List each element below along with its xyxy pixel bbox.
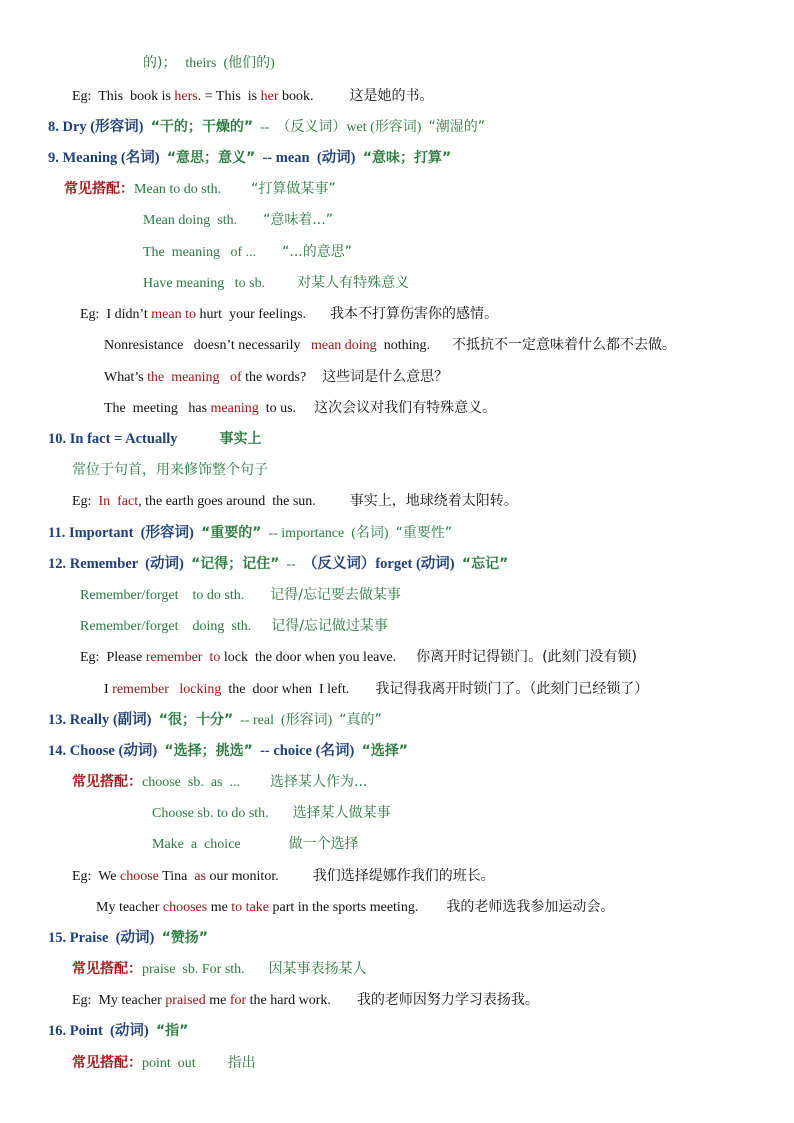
text-line (0, 52, 794, 74)
text-segment: -- (279, 557, 303, 572)
text-segment: to take (231, 900, 270, 915)
text-segment: 10. In fact = Actually (48, 431, 178, 447)
text-segment: 指出 (227, 1055, 256, 1071)
text-segment: 因某事表扬某人 (268, 961, 367, 977)
text-segment: “指” (155, 1023, 189, 1039)
text-line (0, 397, 794, 419)
text-line (0, 678, 794, 700)
text-line (0, 740, 794, 762)
text-segment: lock the door when you leave. (220, 650, 397, 665)
text-line (0, 1052, 794, 1074)
text-segment: as (194, 869, 206, 884)
text-line (0, 178, 794, 200)
text-segment: remember locking (112, 682, 222, 697)
text-segment: 16. Point (动词) (48, 1023, 156, 1039)
text-segment: “意思；意义” (166, 150, 256, 166)
text-segment: , the earth goes around the sun. (138, 494, 316, 509)
text-segment: book. (278, 89, 314, 104)
text-segment: -- （反义词）wet (形容词) (253, 120, 429, 135)
text-line (0, 490, 794, 512)
text-line (0, 303, 794, 325)
text-line (0, 584, 794, 606)
text-line (0, 459, 794, 481)
text-segment: 12. Remember (动词) (48, 556, 192, 572)
text-segment: meaning (210, 401, 259, 416)
text-segment: 不抵抗不一定意味着什么都不去做。 (451, 337, 676, 353)
text-segment: 11. Important (形容词) (48, 525, 202, 541)
text-segment: to us. (258, 401, 297, 416)
text-segment: hers (174, 89, 198, 104)
text-line (0, 865, 794, 887)
text-line (0, 366, 794, 388)
text-segment: “记得；记住” (191, 556, 280, 572)
text-line (0, 522, 794, 544)
text-segment: Tina (158, 869, 195, 884)
text-segment: 8. Dry (形容词) (48, 119, 151, 135)
text-line (0, 334, 794, 356)
text-segment: “潮湿的” (428, 119, 485, 135)
text-line (0, 958, 794, 980)
text-segment: I (104, 682, 113, 697)
text-segment: choose sb. as ... (142, 775, 240, 790)
text-segment: 选择某人做某事 (292, 805, 391, 821)
text-segment: “重要性” (395, 525, 453, 541)
text-segment: 记得/忘记要去做某事 (270, 587, 401, 603)
text-segment: -- importance (名词) (261, 526, 396, 541)
text-segment: “很；十分” (158, 712, 234, 728)
text-segment: Eg: This book is (72, 89, 175, 104)
text-segment: “重要的” (201, 525, 262, 541)
text-line (0, 615, 794, 637)
text-segment: praised (165, 993, 206, 1008)
text-segment: Choose sb. to do sth. (152, 806, 269, 821)
text-line (0, 116, 794, 138)
text-segment: 常位于句首，用来修饰整个句子 (72, 462, 268, 478)
text-segment: 我的老师因努力学习表扬我。 (356, 992, 539, 1008)
text-segment: Make a choice (152, 837, 241, 852)
text-segment: mean to (151, 307, 197, 322)
text-line (0, 896, 794, 918)
text-segment: 这些词是什么意思？ (322, 369, 449, 385)
text-segment: （反义词）forget (动词) (302, 556, 462, 572)
text-segment: “...的意思” (282, 244, 352, 260)
text-segment: 事实上 (219, 431, 262, 447)
text-segment: choose (120, 869, 159, 884)
text-segment: me (207, 900, 232, 915)
text-segment: Remember/forget to do sth. (80, 588, 245, 603)
text-segment: Eg: (72, 494, 99, 509)
text-segment: 这次会议对我们有特殊意义。 (314, 400, 497, 416)
text-line (0, 85, 794, 107)
text-segment: the hard work. (246, 993, 331, 1008)
text-segment: The meeting has (104, 401, 211, 416)
text-line (0, 241, 794, 263)
text-segment: her (260, 89, 279, 104)
text-segment: 常见搭配： (72, 774, 142, 790)
text-segment: 15. Praise (动词) (48, 930, 162, 946)
text-line (0, 428, 794, 450)
text-segment: 事实上，地球绕着太阳转。 (349, 493, 518, 509)
text-segment: -- choice (名词) (252, 743, 362, 759)
text-segment: theirs (他们的) (185, 56, 275, 71)
text-segment: 记得/忘记做过某事 (271, 618, 388, 634)
text-segment: . = This is (197, 89, 261, 104)
text-segment: “意味着...” (263, 212, 333, 228)
text-segment: our monitor. (205, 869, 279, 884)
text-segment: What’s (104, 370, 148, 385)
text-segment: 对某人有特殊意义 (297, 275, 410, 291)
text-line (0, 209, 794, 231)
text-segment: 14. Choose (动词) (48, 743, 165, 759)
text-segment: “忘记” (461, 556, 509, 572)
text-segment: mean doing (310, 338, 377, 353)
text-segment: Remember/forget doing sth. (80, 619, 252, 634)
text-segment: 常见搭配： (64, 181, 134, 197)
text-segment: hurt your feelings. (196, 307, 307, 322)
text-segment: for (229, 993, 247, 1008)
text-segment: Eg: I didn’t (80, 307, 152, 322)
text-segment: 你离开时记得锁门。(此刻门没有锁) (416, 649, 638, 665)
text-segment: 这是她的书。 (349, 88, 434, 104)
text-segment: 选择某人作为... (270, 774, 368, 790)
text-segment: Eg: My teacher (72, 993, 166, 1008)
text-line (0, 553, 794, 575)
text-segment: “赞扬” (161, 930, 208, 946)
text-segment: 我本不打算伤害你的感情。 (330, 306, 499, 322)
text-segment: part in the sports meeting. (269, 900, 419, 915)
text-line (0, 272, 794, 294)
text-segment: 9. Meaning (名词) (48, 150, 167, 166)
text-line (0, 989, 794, 1011)
text-line (0, 927, 794, 949)
text-segment: -- real (形容词) (233, 713, 340, 728)
text-segment: “选择；挑选” (164, 743, 253, 759)
text-line (0, 802, 794, 824)
text-segment: -- mean (动词) (255, 150, 363, 166)
text-segment: Mean to do sth. (134, 182, 222, 197)
text-segment: 我的老师选我参加运动会。 (446, 899, 615, 915)
text-segment: “干的；干燥的” (150, 119, 254, 135)
text-segment: the door when I left. (221, 682, 350, 697)
text-segment: me (205, 993, 230, 1008)
text-segment: praise sb. For sth. (142, 962, 245, 977)
text-segment: 常见搭配： (72, 1055, 142, 1071)
text-segment: point out (142, 1056, 196, 1071)
text-segment: the meaning of (147, 370, 242, 385)
text-segment: “意味；打算” (362, 150, 452, 166)
text-segment: 13. Really (副词) (48, 712, 159, 728)
text-segment: Nonresistance doesn’t necessarily (104, 338, 311, 353)
text-line (0, 1020, 794, 1042)
text-line (0, 771, 794, 793)
text-segment: nothing. (376, 338, 430, 353)
text-segment: 常见搭配： (72, 961, 142, 977)
text-segment: My teacher (96, 900, 163, 915)
text-segment: 我们选择缇娜作我们的班长。 (312, 868, 495, 884)
text-line (0, 646, 794, 668)
text-segment: Eg: We (72, 869, 120, 884)
text-segment: “真的” (339, 712, 382, 728)
text-line (0, 709, 794, 731)
text-segment: Have meaning to sb. (143, 276, 266, 291)
text-segment: 做一个选择 (288, 836, 359, 852)
text-line (0, 147, 794, 169)
text-segment: “打算做某事” (251, 181, 336, 197)
text-segment: In fact (98, 494, 139, 509)
text-segment: chooses (162, 900, 208, 915)
text-line (0, 833, 794, 855)
text-segment: remember to (145, 650, 221, 665)
text-segment: The meaning of ... (143, 245, 257, 260)
text-segment: the words? (241, 370, 307, 385)
text-segment: Eg: Please (80, 650, 146, 665)
text-segment: “选择” (361, 743, 408, 759)
text-segment: 我记得我离开时锁门了。（此刻门已经锁了） (375, 681, 649, 697)
text-segment: Mean doing sth. (143, 213, 238, 228)
text-segment: 的)； (143, 55, 186, 71)
